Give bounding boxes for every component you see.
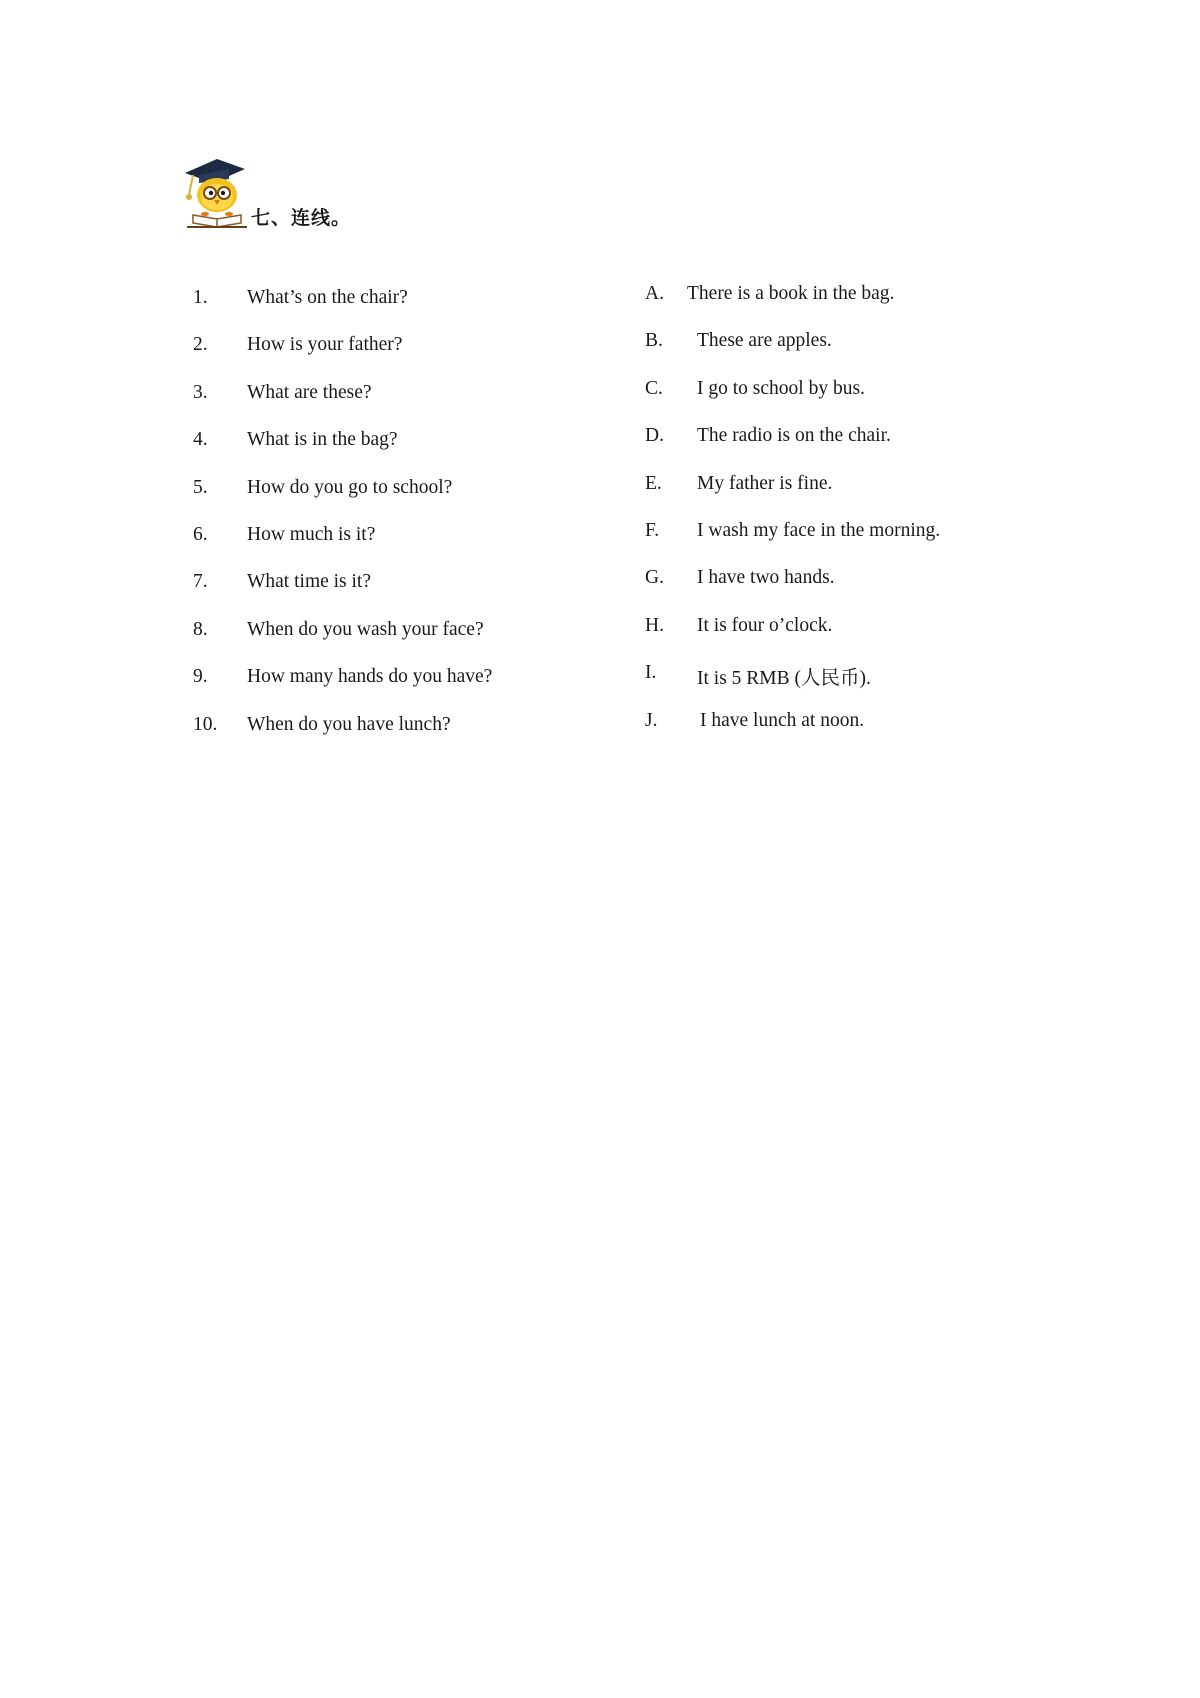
answer-letter: G. [645, 567, 664, 589]
answer-item[interactable] [645, 473, 1115, 520]
answer-letter: E. [645, 472, 662, 494]
question-item[interactable] [193, 714, 613, 761]
question-text: When do you wash your face? [247, 618, 484, 640]
question-item[interactable] [193, 477, 613, 524]
answer-text: The radio is on the chair. [697, 425, 891, 447]
question-item[interactable] [193, 619, 613, 666]
answer-text: I have lunch at noon. [700, 709, 865, 731]
question-number: 5. [193, 476, 208, 498]
question-number: 9. [193, 666, 208, 688]
question-item[interactable] [193, 524, 613, 571]
answer-text: It is four o’clock. [697, 614, 833, 636]
answer-item[interactable] [645, 425, 1115, 472]
answer-text: I have two hands. [697, 567, 835, 589]
answer-letter: J. [645, 709, 658, 731]
question-number: 6. [193, 523, 208, 545]
question-item[interactable] [193, 382, 613, 429]
answer-item[interactable] [645, 710, 1115, 757]
answer-letter: I. [645, 662, 657, 684]
question-text: What’s on the chair? [247, 287, 408, 308]
question-number: 10. [193, 713, 218, 735]
question-item[interactable] [193, 334, 613, 381]
answer-text: There is a book in the bag. [687, 283, 895, 304]
answer-text: It is 5 RMB (人民币). [697, 668, 871, 690]
answer-text: I wash my face in the morning. [697, 519, 941, 541]
question-text: What are these? [247, 381, 372, 403]
question-text: How do you go to school? [247, 476, 453, 498]
answer-text: My father is fine. [697, 472, 833, 494]
answer-item[interactable] [645, 378, 1115, 425]
section-heading [183, 155, 583, 235]
answer-item[interactable] [645, 615, 1115, 662]
answer-item[interactable] [645, 283, 1115, 330]
answer-text: I go to school by bus. [697, 377, 865, 399]
section-title: 七、连线。 [251, 207, 352, 229]
question-number: 1. [193, 287, 208, 308]
question-number: 7. [193, 571, 208, 593]
answer-item[interactable] [645, 567, 1115, 614]
answer-list [645, 283, 1115, 757]
answer-item[interactable] [645, 330, 1115, 377]
question-number: 4. [193, 429, 208, 451]
question-number: 2. [193, 334, 208, 356]
question-text: How much is it? [247, 523, 376, 545]
graduate-owl-icon [183, 155, 247, 229]
question-text: What is in the bag? [247, 429, 398, 451]
answer-letter: C. [645, 377, 663, 399]
question-item[interactable] [193, 429, 613, 476]
question-item[interactable] [193, 666, 613, 713]
question-number: 8. [193, 618, 208, 640]
question-text: How is your father? [247, 334, 403, 356]
question-text: How many hands do you have? [247, 666, 493, 688]
question-item[interactable] [193, 287, 613, 334]
answer-letter: B. [645, 330, 663, 352]
answer-item[interactable] [645, 520, 1115, 567]
answer-text: These are apples. [697, 330, 832, 352]
question-text: What time is it? [247, 571, 372, 593]
question-text: When do you have lunch? [247, 713, 451, 735]
question-list [193, 287, 613, 761]
answer-letter: D. [645, 425, 664, 447]
question-item[interactable] [193, 571, 613, 618]
answer-item[interactable] [645, 662, 1115, 709]
answer-letter: F. [645, 519, 660, 541]
answer-letter: A. [645, 283, 664, 304]
question-number: 3. [193, 381, 208, 403]
answer-letter: H. [645, 614, 664, 636]
